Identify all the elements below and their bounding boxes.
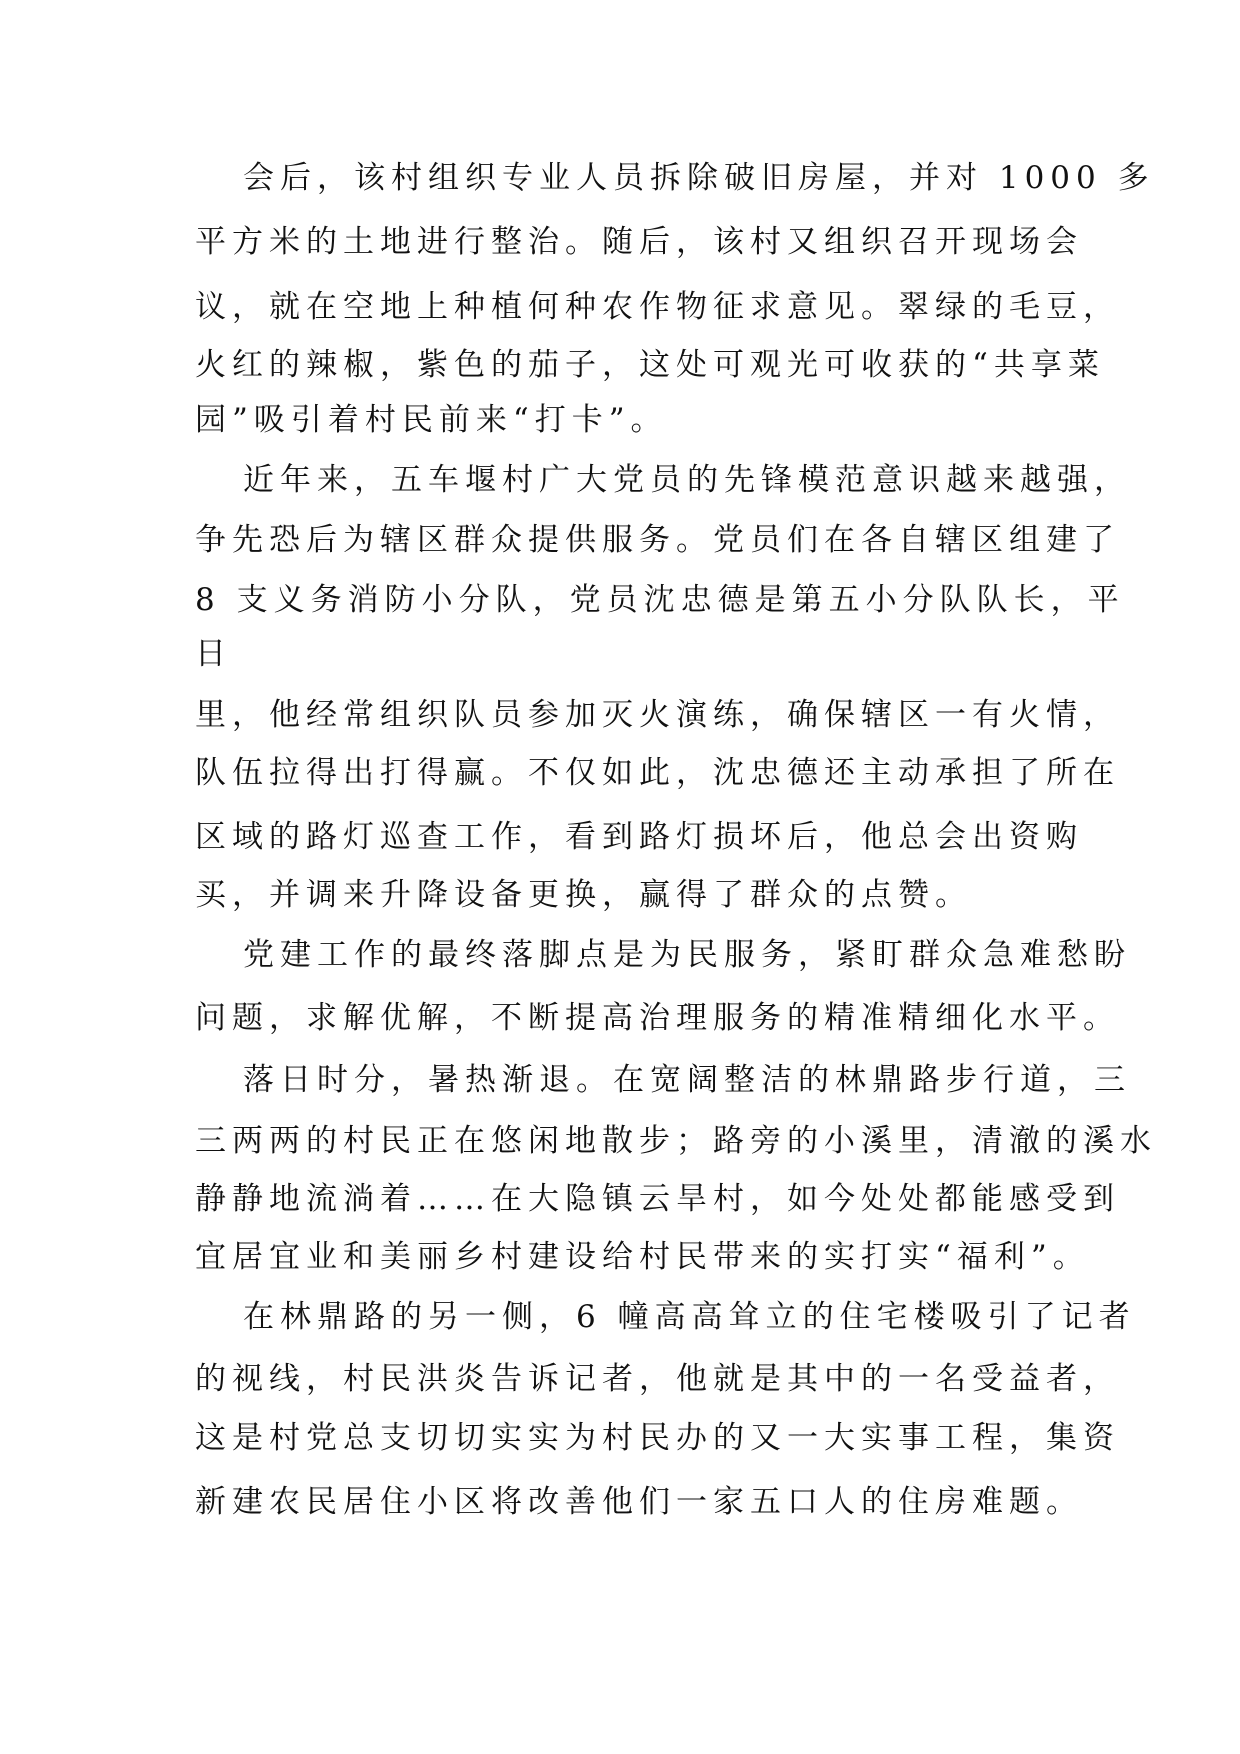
text-line: 园”吸引着村民前来“打卡”。 [195,402,668,438]
text-line: 新建农民居住小区将改善他们一家五口人的住房难题。 [195,1484,1083,1520]
text-line: 党建工作的最终落脚点是为民服务，紧盯群众急难愁盼 [243,937,1131,973]
text-line: 议，就在空地上种植何种农作物征求意见。翠绿的毛豆， [195,289,1120,325]
text-line: 问题，求解优解，不断提高治理服务的精准精细化水平。 [195,1000,1120,1036]
text-line: 三两两的村民正在悠闲地散步；路旁的小溪里，清澈的溪水 [195,1123,1157,1159]
text-line: 落日时分，暑热渐退。在宽阔整洁的林鼎路步行道，三 [243,1062,1131,1098]
text-line: 争先恐后为辖区群众提供服务。党员们在各自辖区组建了 [195,522,1120,558]
text-line: 8 支义务消防小分队，党员沈忠德是第五小分队队长，平 [195,582,1125,618]
text-line: 近年来，五车堰村广大党员的先锋模范意识越来越强， [243,462,1131,498]
text-line: 里，他经常组织队员参加灭火演练，确保辖区一有火情， [195,697,1120,733]
text-line: 宜居宜业和美丽乡村建设给村民带来的实打实“福利”。 [195,1239,1090,1275]
text-line: 会后，该村组织专业人员拆除破旧房屋，并对 1000 多 [243,160,1155,196]
text-line: 日 [195,636,232,672]
text-line: 这是村党总支切切实实为村民办的又一大实事工程，集资 [195,1420,1120,1456]
text-line: 的视线，村民洪炎告诉记者，他就是其中的一名受益者， [195,1361,1120,1397]
text-line: 平方米的土地进行整治。随后，该村又组织召开现场会 [195,224,1083,260]
text-line: 买，并调来升降设备更换，赢得了群众的点赞。 [195,877,972,913]
text-line: 队伍拉得出打得赢。不仅如此，沈忠德还主动承担了所在 [195,755,1120,791]
text-line: 火红的辣椒，紫色的茄子，这处可观光可收获的“共享菜 [195,347,1105,383]
text-line: 在林鼎路的另一侧，6 幢高高耸立的住宅楼吸引了记者 [243,1299,1136,1335]
text-line: 静静地流淌着……在大隐镇云旱村，如今处处都能感受到 [195,1181,1120,1217]
text-line: 区域的路灯巡查工作，看到路灯损坏后，他总会出资购 [195,819,1083,855]
